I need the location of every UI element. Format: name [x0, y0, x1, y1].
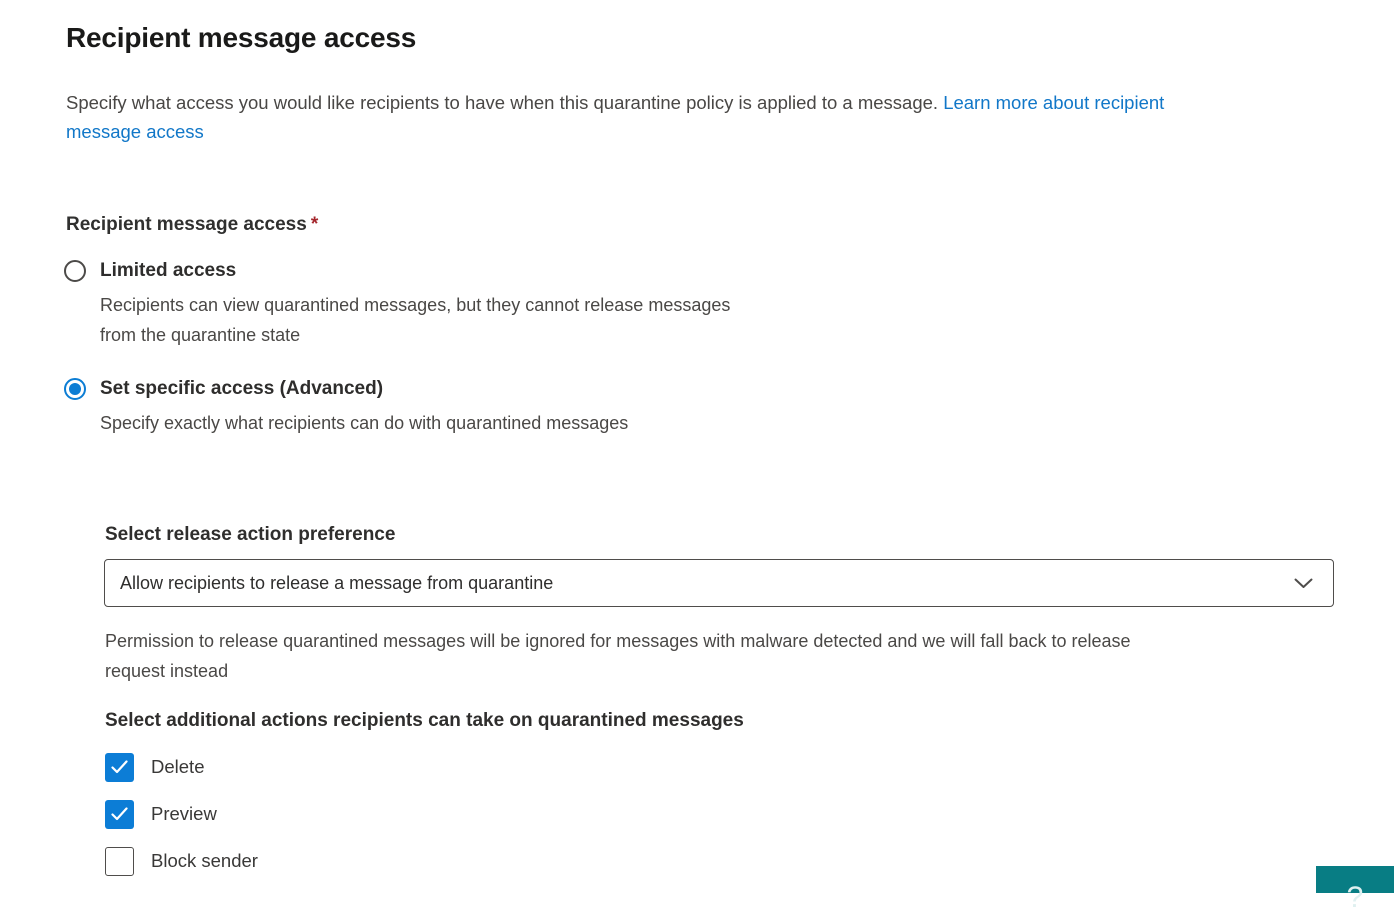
radio-option-description: Specify exactly what recipients can do with quarantined messages: [100, 413, 629, 433]
description-text: Specify what access you would like recipients to have when this quarantine policy is applied to a message.: [66, 92, 939, 113]
release-action-dropdown[interactable]: [104, 559, 1334, 607]
required-asterisk: *: [310, 214, 319, 235]
chevron-down-icon: [1294, 578, 1313, 589]
radio-option-set-specific-access[interactable]: [64, 376, 628, 438]
checkbox-checked-icon[interactable]: [105, 753, 134, 782]
release-preference-label: Select release action preference: [105, 524, 396, 545]
checkbox-row-block-sender[interactable]: [105, 845, 258, 877]
checkbox-label: Preview: [151, 803, 217, 824]
radio-unselected-icon[interactable]: [64, 260, 86, 282]
radio-option-label: Limited access: [100, 260, 237, 281]
checkbox-label: Block sender: [151, 850, 258, 871]
field-label-text: Recipient message access: [66, 214, 307, 235]
radio-option-body: [100, 376, 628, 438]
radio-selected-icon[interactable]: [64, 378, 86, 400]
checkbox-row-delete[interactable]: [105, 751, 204, 783]
dropdown-selected-value: Allow recipients to release a message from quarantine: [120, 572, 554, 593]
checkmark-icon: [111, 807, 128, 821]
page-title: Recipient message access: [66, 22, 417, 53]
checkbox-label: Delete: [151, 756, 205, 777]
release-permission-note: Permission to release quarantined messages will be ignored for messages with malware detected and we will fall back to release request instead: [105, 631, 1131, 681]
checkbox-unchecked-icon[interactable]: [105, 847, 134, 876]
radio-option-body: [100, 258, 730, 350]
checkbox-row-preview[interactable]: [105, 798, 217, 830]
recipient-access-field-label: [66, 214, 318, 236]
radio-option-description: Recipients can view quarantined messages, but they cannot release messages from the quarantine state: [100, 295, 731, 345]
page-description: [66, 88, 1366, 146]
help-button[interactable]: [1316, 866, 1394, 914]
additional-actions-label: Select additional actions recipients can take on quarantined messages: [105, 710, 744, 731]
checkbox-checked-icon[interactable]: [105, 800, 134, 829]
radio-option-label: Set specific access (Advanced): [100, 378, 384, 399]
checkmark-icon: [111, 760, 128, 774]
radio-option-limited-access[interactable]: [64, 258, 730, 350]
learn-more-link[interactable]: Learn more about recipient message access: [66, 92, 1165, 142]
question-mark-icon: ?: [1346, 881, 1364, 914]
